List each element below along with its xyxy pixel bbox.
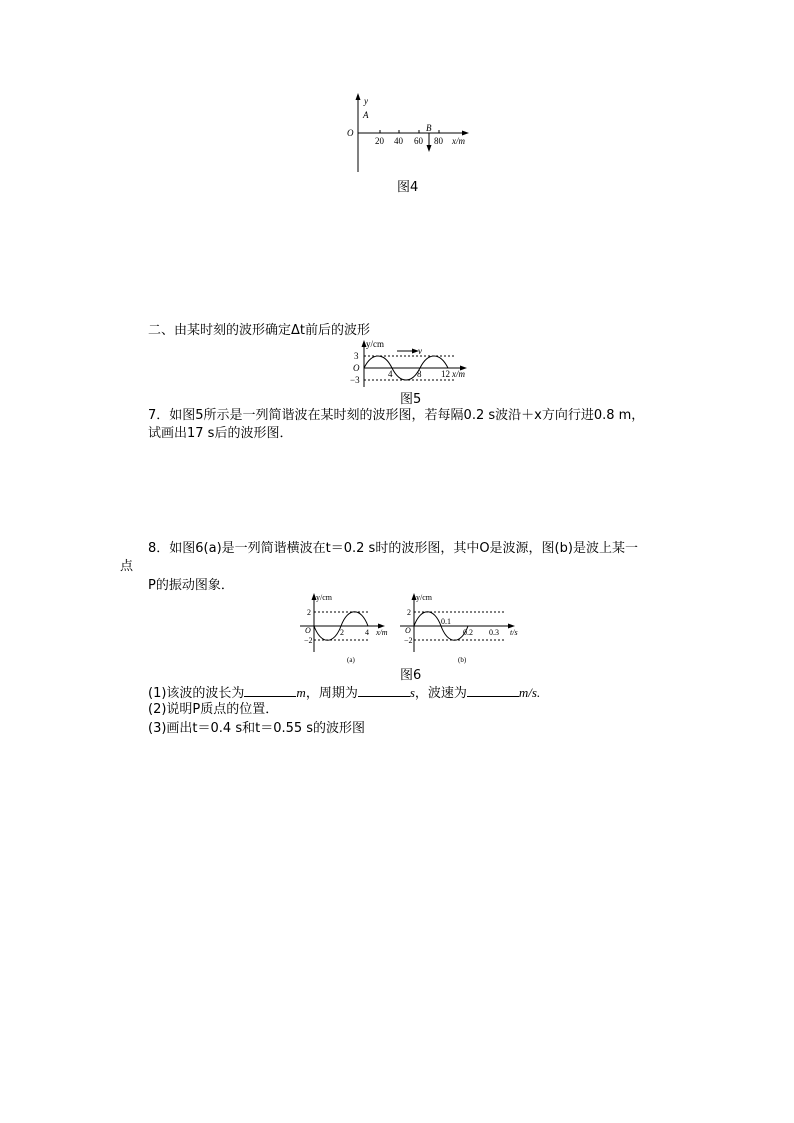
wavelength-blank[interactable]	[244, 684, 296, 697]
fig6b-x-tick: 0.1	[441, 617, 451, 626]
fig5-y-label: y/cm	[366, 339, 384, 349]
fig6a-x-label: x/m	[376, 628, 388, 637]
fig4-point-b: B	[426, 123, 432, 133]
figure-6a-graph	[296, 590, 396, 668]
sub1-text-b: ，周期为	[305, 686, 358, 701]
fig4-origin: O	[347, 128, 354, 138]
sub1-unit-s: s	[409, 685, 415, 700]
question-8-line-1: 8．如图6(a)是一列简谐横波在t＝0.2 s时的波形图，其中O是波源，图(b)是波上某一	[148, 541, 638, 556]
fig5-origin: O	[353, 363, 360, 373]
fig4-tick: 60	[414, 136, 423, 146]
fig6a-origin: O	[305, 626, 311, 635]
figure-6-caption: 图6	[400, 668, 422, 683]
question-8-sub-2: (2)说明P质点的位置．	[148, 702, 279, 717]
figure-4-caption: 图4	[397, 180, 419, 195]
sub1-unit-speed: m/s.	[518, 685, 541, 700]
fig4-point-a: A	[363, 110, 369, 120]
figure-5-caption: 图5	[400, 392, 422, 407]
question-7-line-1: 7．如图5所示是一列简谐波在某时刻的波形图，若每隔0.2 s波沿＋x方向行进0.8 m，	[148, 408, 645, 423]
fig4-tick: 80	[434, 136, 443, 146]
sub1-text-a: (1)该波的波长为	[148, 686, 245, 701]
fig4-tick: 20	[375, 136, 384, 146]
fig5-velocity-label: v	[418, 346, 422, 356]
fig6a-y-tick: 2	[307, 608, 311, 617]
fig6a-y-tick: −2	[304, 636, 313, 645]
figure-6b-graph	[396, 590, 530, 668]
question-8-line-1-tail: 点	[120, 559, 134, 574]
fig6a-x-tick: 4	[365, 628, 369, 637]
fig5-x-tick: 4	[388, 369, 393, 379]
fig6b-y-tick: −2	[404, 636, 413, 645]
section-heading: 二、由某时刻的波形确定Δt前后的波形	[148, 323, 370, 338]
fig4-tick: 40	[394, 136, 403, 146]
speed-blank[interactable]	[467, 684, 519, 697]
fig5-x-tick: 12	[441, 369, 450, 379]
fig6b-x-tick: 0.2	[463, 628, 473, 637]
fig5-y-tick: −3	[350, 375, 360, 385]
fig4-x-label: x/m	[452, 136, 465, 146]
fig6b-panel-label: (b)	[458, 656, 467, 664]
fig6a-y-label: y/cm	[316, 593, 332, 602]
fig6b-origin: O	[405, 626, 411, 635]
fig5-x-tick: 8	[417, 369, 422, 379]
fig6b-y-tick: 2	[407, 608, 411, 617]
fig6b-x-tick: 0.3	[489, 628, 499, 637]
fig6a-x-tick: 2	[340, 628, 344, 637]
fig4-y-label: y	[364, 96, 368, 106]
fig5-x-label: x/m	[452, 369, 465, 379]
sub1-text-c: ，波速为	[414, 686, 467, 701]
fig6a-panel-label: (a)	[347, 656, 355, 664]
question-8-line-2: P的振动图象．	[148, 578, 234, 593]
question-8-sub-1	[148, 684, 540, 702]
sub1-unit-m: m	[296, 685, 306, 700]
figure-5-graph	[340, 337, 480, 389]
fig6b-y-label: y/cm	[416, 593, 432, 602]
period-blank[interactable]	[358, 684, 410, 697]
fig5-y-tick: 3	[354, 351, 359, 361]
question-8-sub-3: (3)画出t＝0.4 s和t＝0.55 s的波形图	[148, 721, 366, 736]
figure-4-graph	[340, 90, 480, 180]
question-7-line-2: 试画出17 s后的波形图．	[148, 426, 293, 441]
fig6b-x-label: t/s	[510, 628, 518, 637]
